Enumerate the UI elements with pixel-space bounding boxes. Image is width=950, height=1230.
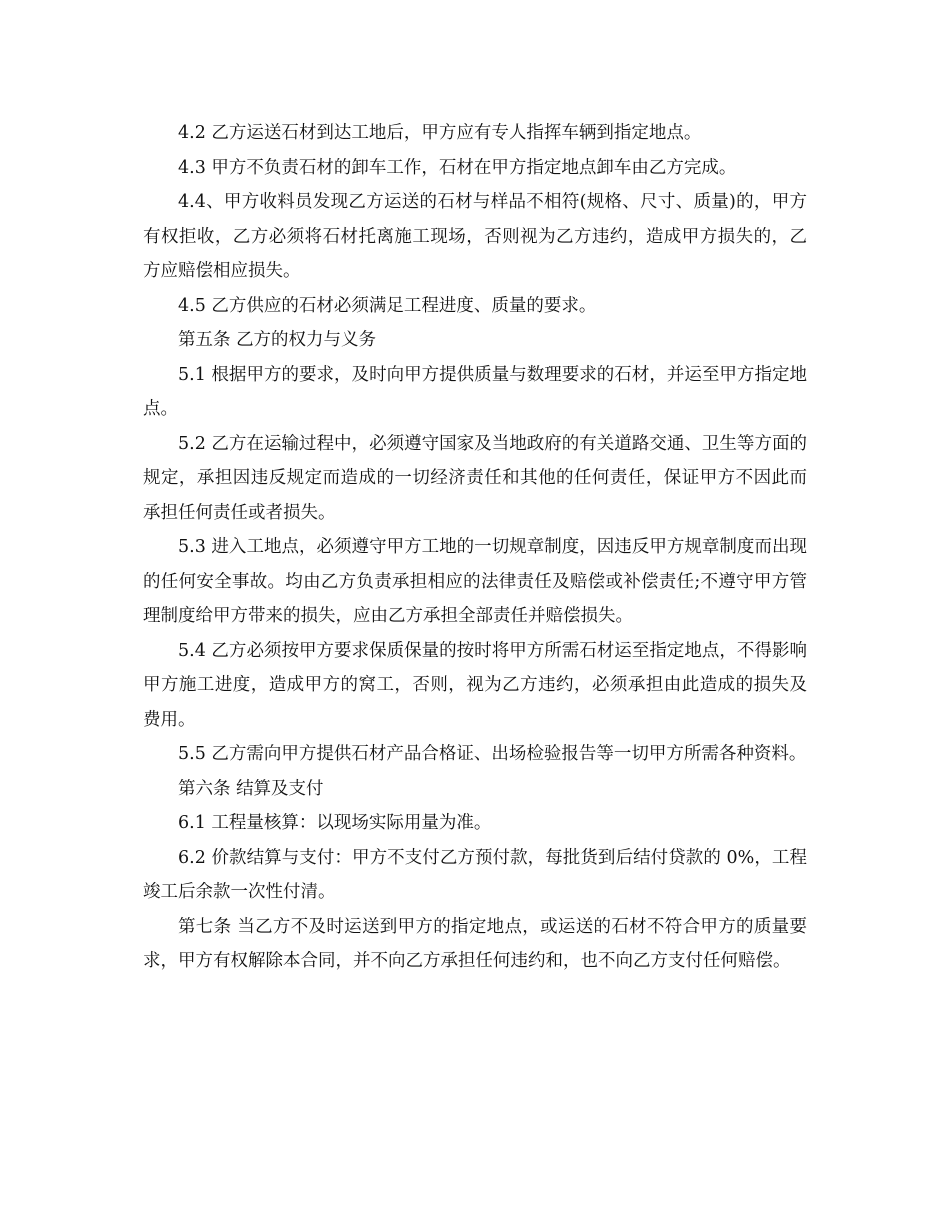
article-7: 第七条 当乙方不及时运送到甲方的指定地点，或运送的石材不符合甲方的质量要求，甲方有权解除本合同，并不向乙方承担任何违约和，也不向乙方支付任何赔偿。 (143, 916, 807, 971)
clause-5-1: 5.1 根据甲方的要求，及时向甲方提供质量与数理要求的石材，并运至甲方指定地点。 (143, 364, 807, 419)
clause-5-2: 5.2 乙方在运输过程中，必须遵守国家及当地政府的有关道路交通、卫生等方面的规定，承担因违反规定而造成的一切经济责任和其他的任何责任，保证甲方不因此而承担任何责任或者损失。 (143, 433, 807, 523)
clause-6-1: 6.1 工程量核算：以现场实际用量为准。 (178, 813, 492, 833)
article-6-heading: 第六条 结算及支付 (178, 778, 324, 799)
document-body (143, 116, 807, 979)
clause-6-2: 6.2 价款结算与支付：甲方不支付乙方预付款，每批货到后结付贷款的 0%，工程竣工后余款一次性付清。 (143, 847, 807, 902)
article-5-heading: 第五条 乙方的权力与义务 (178, 330, 377, 350)
clause-4-4: 4.4、甲方收料员发现乙方运送的石材与样品不相符(规格、尺寸、质量)的，甲方有权拒收，乙方必须将石材托离施工现场，否则视为乙方违约，造成甲方损失的，乙方应赔偿相应损失。 (143, 192, 807, 281)
clause-4-3: 4.3 甲方不负责石材的卸车工作，石材在甲方指定地点卸车由乙方完成。 (178, 157, 737, 178)
clause-5-3: 5.3 进入工地点，必须遵守甲方工地的一切规章制度，因违反甲方规章制度而出现的任何安全事故。均由乙方负责承担相应的法律责任及赔偿或补偿责任;不遵守甲方管理制度给甲方带来的损失，应由乙方承担全部责任并赔偿损失。 (143, 537, 807, 626)
clause-4-2: 4.2 乙方运送石材到达工地后，甲方应有专人指挥车辆到指定地点。 (178, 123, 702, 143)
clause-4-5: 4.5 乙方供应的石材必须满足工程进度、质量的要求。 (178, 295, 597, 316)
clause-5-5: 5.5 乙方需向甲方提供石材产品合格证、出场检验报告等一切甲方所需各种资料。 (178, 744, 807, 764)
clause-5-4: 5.4 乙方必须按甲方要求保质保量的按时将甲方所需石材运至指定地点，不得影响甲方施工进度，造成甲方的窝工，否则，视为乙方违约，必须承担由此造成的损失及费用。 (143, 640, 807, 730)
